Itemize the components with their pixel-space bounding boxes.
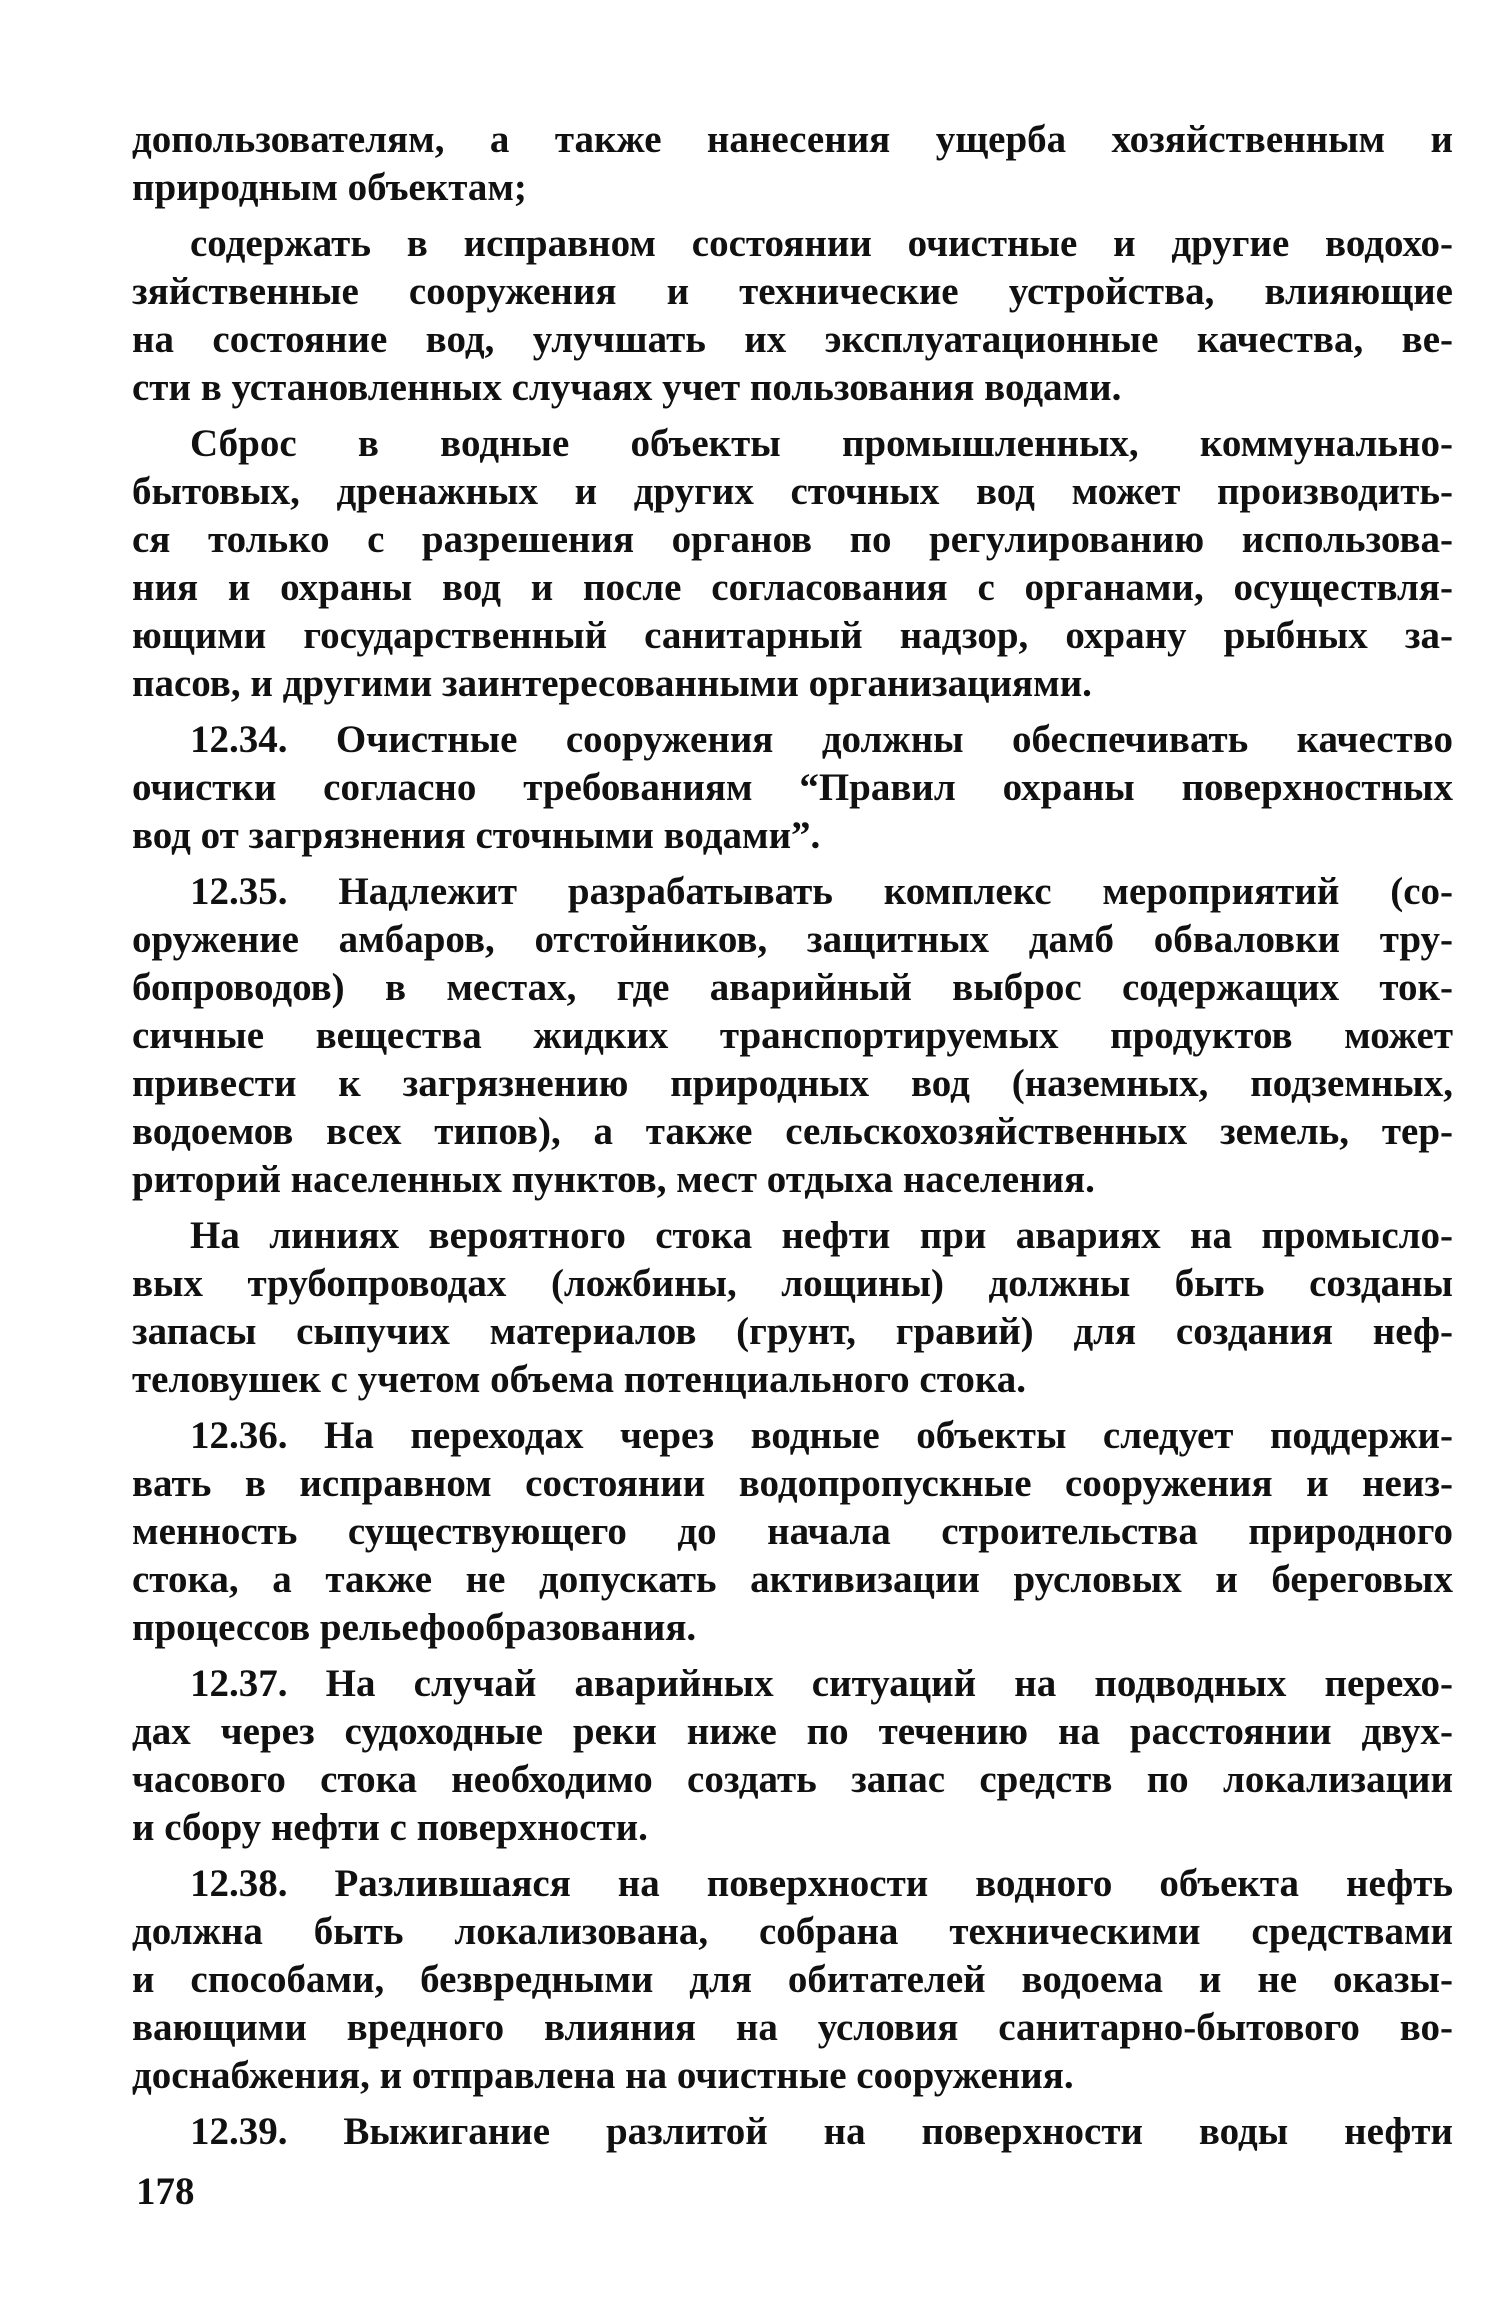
text-line: теловушек с учетом объема потенциального стока. [132,1358,1026,1401]
text-line: вающими вредного влияния на условия санитарно-бытового во- [132,2006,1453,2049]
text-line: стока, а также не допускать активизации русловых и береговых [132,1558,1453,1601]
text-line: сти в установленных случаях учет пользования водами. [132,366,1122,409]
text-line: водоемов всех типов), а также сельскохозяйственных земель, тер- [132,1110,1453,1153]
text-line: риторий населенных пунктов, мест отдыха населения. [132,1158,1095,1201]
text-line: привести к загрязнению природных вод (наземных, подземных, [132,1062,1453,1105]
text-line: должна быть локализована, собрана техническими средствами [132,1910,1453,1953]
text-line: ся только с разрешения органов по регулированию использова- [132,518,1453,561]
paragraph [132,1412,1453,1652]
paragraph [132,868,1453,1204]
text-line: бопроводов) в местах, где аварийный выброс содержащих ток- [132,966,1453,1009]
text-line: бытовых, дренажных и других сточных вод может производить- [132,470,1453,513]
text-line: пасов, и другими заинтересованными организациями. [132,662,1092,705]
page-number: 178 [136,2170,195,2213]
paragraph [132,1212,1453,1404]
text-line: содержать в исправном состоянии очистные и другие водохо- [190,222,1453,265]
text-line: ющими государственный санитарный надзор, охрану рыбных за- [132,614,1453,657]
text-line: вод от загрязнения сточными водами”. [132,814,821,857]
text-line: часового стока необходимо создать запас средств по локализации [132,1758,1453,1801]
text-line: дах через судоходные реки ниже по течению на расстоянии двух- [132,1710,1453,1753]
text-line: очистки согласно требованиям “Правил охраны поверхностных [132,766,1453,809]
paragraph [132,220,1453,412]
text-line: 12.36. На переходах через водные объекты следует поддержи- [190,1414,1453,1457]
text-line: вых трубопроводах (ложбины, лощины) должны быть созданы [132,1262,1453,1305]
paragraph [132,716,1453,860]
text-line: доснабжения, и отправлена на очистные сооружения. [132,2054,1074,2097]
text-line: ния и охраны вод и после согласования с органами, осуществля- [132,566,1453,609]
text-line: процессов рельефообразования. [132,1606,697,1649]
text-line: 12.39. Выжигание разлитой на поверхности воды нефти [190,2110,1453,2153]
text-line: сичные вещества жидких транспортируемых продуктов может [132,1014,1453,1057]
text-line: 12.37. На случай аварийных ситуаций на подводных перехо- [190,1662,1453,1705]
text-line: запасы сыпучих материалов (грунт, гравий) для создания неф- [132,1310,1453,1353]
paragraph [132,2108,1453,2156]
text-line: 12.38. Разлившаяся на поверхности водного объекта нефть [190,1862,1453,1905]
text-line: допользователям, а также нанесения ущерба хозяйственным и [132,118,1453,161]
text-line: На линиях вероятного стока нефти при авариях на промысло- [190,1214,1453,1257]
text-line: Сброс в водные объекты промышленных, коммунально- [190,422,1453,465]
text-line: менность существующего до начала строительства природного [132,1510,1453,1553]
paragraph [132,420,1453,708]
paragraph [132,1660,1453,1852]
paragraph [132,116,1453,212]
document-body [132,116,1453,2164]
text-line: 12.35. Надлежит разрабатывать комплекс мероприятий (со- [190,870,1453,913]
text-line: на состояние вод, улучшать их эксплуатационные качества, ве- [132,318,1453,361]
paragraph [132,1860,1453,2100]
text-line: 12.34. Очистные сооружения должны обеспечивать качество [190,718,1453,761]
text-line: и сбору нефти с поверхности. [132,1806,648,1849]
text-line: оружение амбаров, отстойников, защитных дамб обваловки тру- [132,918,1453,961]
text-line: вать в исправном состоянии водопропускные сооружения и неиз- [132,1462,1453,1505]
text-line: и способами, безвредными для обитателей водоема и не оказы- [132,1958,1453,2001]
text-line: природным объектам; [132,166,527,209]
text-line: зяйственные сооружения и технические устройства, влияющие [132,270,1453,313]
